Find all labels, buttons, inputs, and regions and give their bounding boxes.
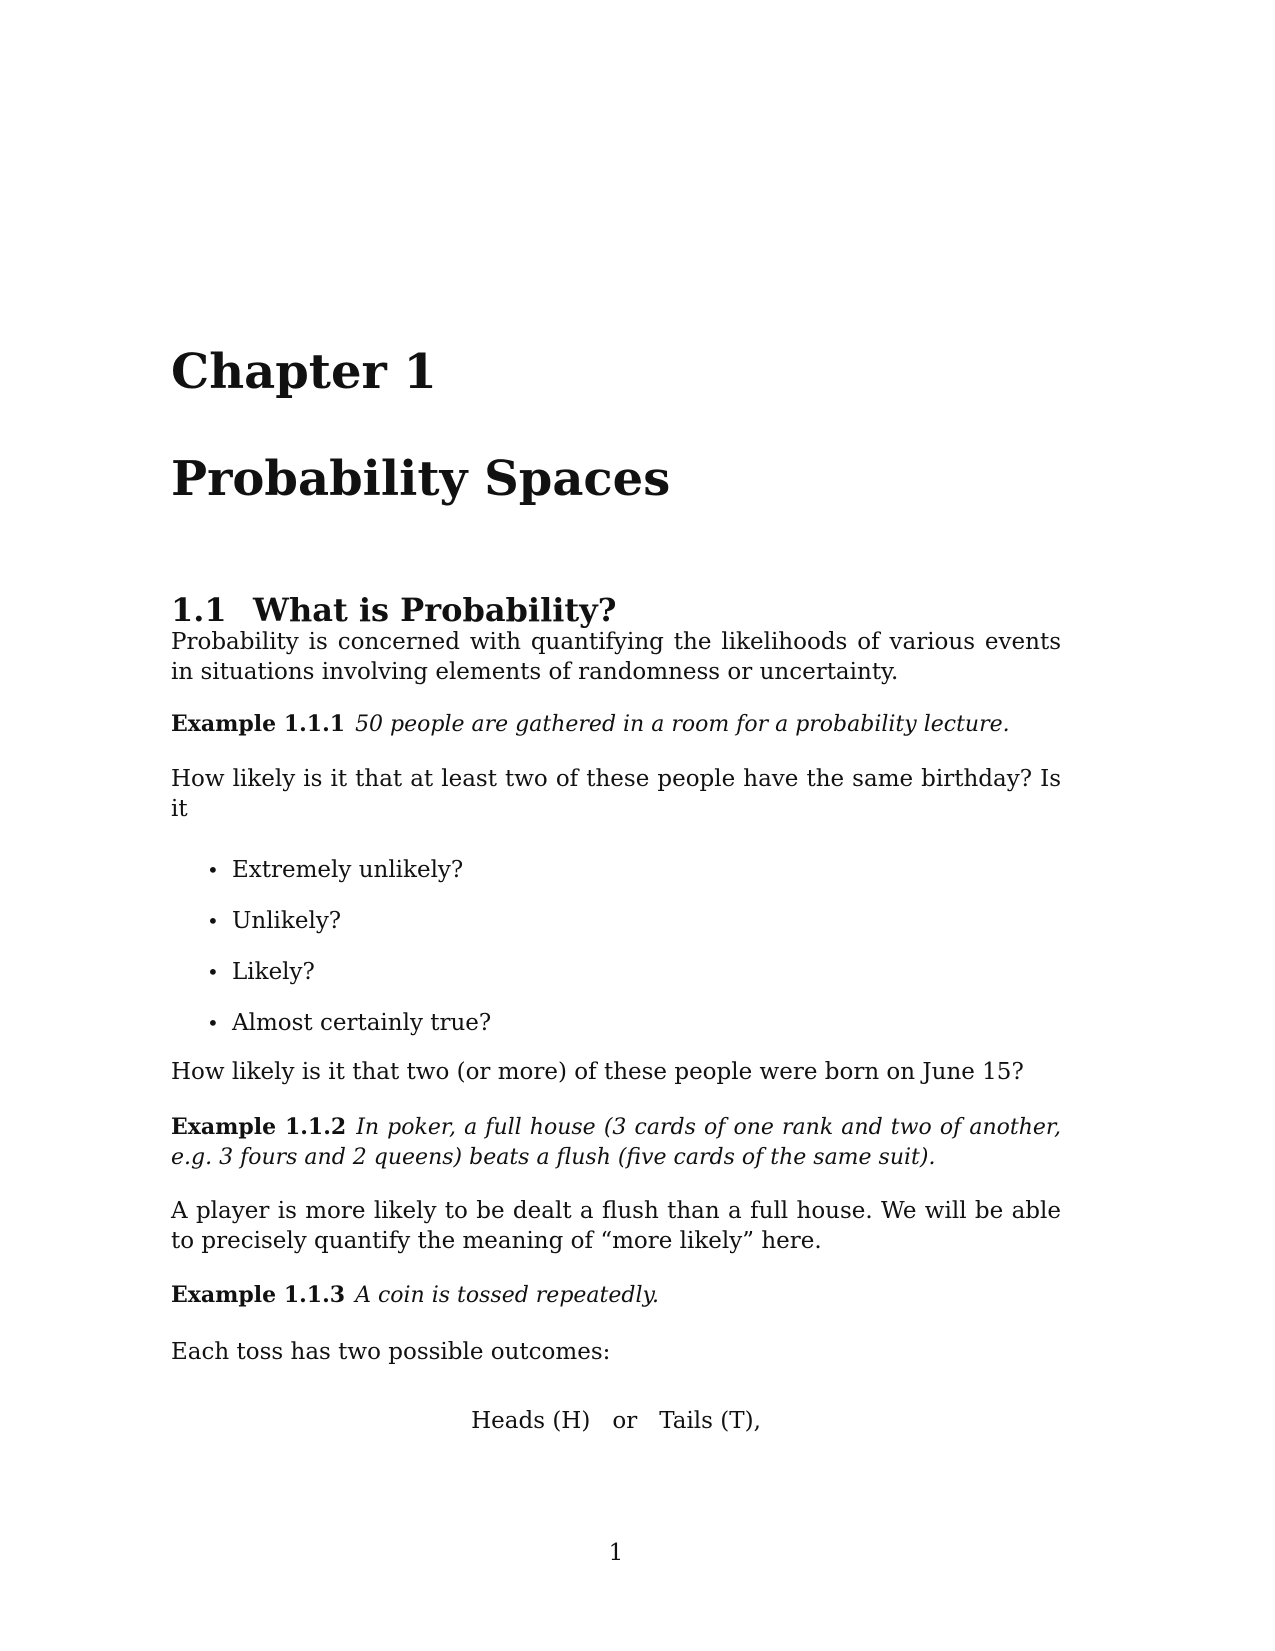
example-label: Example 1.1.3 xyxy=(171,1282,346,1308)
likelihood-options-list xyxy=(207,855,491,1059)
example-1-1-2 xyxy=(171,1112,1061,1173)
toss-outcomes-paragraph: Each toss has two possible outcomes: xyxy=(171,1339,611,1365)
intro-paragraph: Probability is concerned with quantifying the likelihoods of various events in situations involving elements of randomness or uncertainty. xyxy=(171,629,1061,685)
birthday-question-paragraph: How likely is it that at least two of these people have the same birthday? Is it xyxy=(171,766,1061,822)
example-label: Example 1.1.1 xyxy=(171,711,346,737)
chapter-title: Probability Spaces xyxy=(171,451,671,507)
section-title: What is Probability? xyxy=(253,591,617,629)
heads-outcome: Heads (H) xyxy=(471,1408,591,1434)
chapter-label: Chapter 1 xyxy=(171,344,437,400)
example-text: 50 people are gathered in a room for a probability lecture. xyxy=(355,712,1010,737)
list-item: • Likely? xyxy=(207,959,315,985)
document-page xyxy=(171,0,1061,1651)
list-item: • Extremely unlikely? xyxy=(207,857,464,883)
bullet-icon: • xyxy=(207,1011,219,1035)
bullet-icon: • xyxy=(207,960,219,984)
example-text: A coin is tossed repeatedly. xyxy=(355,1283,660,1308)
page-number: 1 xyxy=(608,1540,624,1566)
tails-outcome: Tails (T), xyxy=(659,1408,761,1434)
june-question-paragraph: How likely is it that two (or more) of these people were born on June 15? xyxy=(171,1059,1024,1085)
example-1-1-3 xyxy=(171,1280,1061,1311)
bullet-icon: • xyxy=(207,909,219,933)
outcomes-display-equation xyxy=(171,1406,1061,1436)
example-text: In poker, a full house (3 cards of one rank and two of another, e.g. 3 fours and 2 queens) beats a flush (five cards of the same suit). xyxy=(171,1115,1061,1170)
section-number: 1.1 xyxy=(171,591,227,629)
bullet-icon: • xyxy=(207,858,219,882)
or-connector: or xyxy=(612,1408,638,1434)
list-item: • Unlikely? xyxy=(207,908,342,934)
section-heading xyxy=(171,590,617,630)
list-item: • Almost certainly true? xyxy=(207,1010,492,1036)
example-label: Example 1.1.2 xyxy=(171,1114,347,1140)
flush-comment-paragraph: A player is more likely to be dealt a flush than a full house. We will be able to precisely quantify the meaning of “more likely” here. xyxy=(171,1198,1061,1254)
example-1-1-1 xyxy=(171,709,1061,740)
